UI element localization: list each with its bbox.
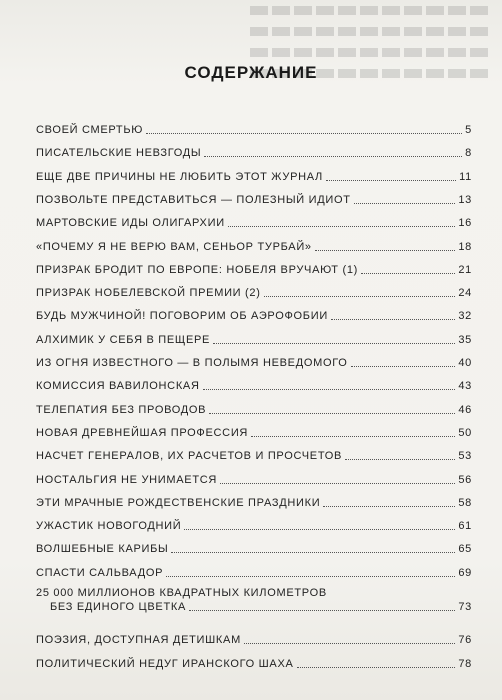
toc-entry (36, 146, 472, 160)
toc-entry-title: ЭТИ МРАЧНЫЕ РОЖДЕСТВЕНСКИЕ ПРАЗДНИКИ (36, 496, 321, 509)
toc-entry-page: 16 (458, 217, 472, 230)
toc-entry-title: МАРТОВСКИЕ ИДЫ ОЛИГАРХИИ (36, 217, 225, 230)
toc-entry-multiline (36, 586, 472, 614)
toc-entry-page: 73 (458, 601, 472, 613)
toc-entry-title: «ПОЧЕМУ Я НЕ ВЕРЮ ВАМ, СЕНЬОР ТУРБАЙ» (36, 240, 312, 253)
toc-entry-title: СПАСТИ САЛЬВАДОР (36, 566, 164, 579)
toc-entry (36, 309, 472, 323)
toc-entry-title: ВОЛШЕБНЫЕ КАРИБЫ (36, 543, 169, 556)
toc-entry-title: НАСЧЕТ ГЕНЕРАЛОВ, ИХ РАСЧЕТОВ И ПРОСЧЕТОВ (36, 450, 343, 463)
toc-entry-page: 56 (458, 473, 472, 486)
toc-entry (36, 403, 472, 417)
toc-entry-page: 53 (458, 450, 472, 463)
toc-entry (36, 519, 472, 533)
dot-leader (203, 389, 456, 390)
dot-leader (213, 343, 455, 344)
toc-entry-title: ПОЛИТИЧЕСКИЙ НЕДУГ ИРАНСКОГО ШАХА (36, 657, 294, 670)
dot-leader (361, 273, 455, 274)
toc-entry-title: СВОЕЙ СМЕРТЬЮ (36, 124, 144, 136)
toc-entry (36, 356, 472, 370)
toc-entry-title: ПОЗВОЛЬТЕ ПРЕДСТАВИТЬСЯ — ПОЛЕЗНЫЙ ИДИОТ (36, 193, 351, 206)
dot-leader (297, 667, 456, 668)
toc-entry (36, 263, 472, 277)
page-title: СОДЕРЖАНИЕ (184, 63, 318, 82)
toc-entry-title: ТЕЛЕПАТИЯ БЕЗ ПРОВОДОВ (36, 403, 207, 416)
toc-entry-page: 13 (458, 193, 472, 206)
dot-leader (244, 643, 455, 644)
toc-entry-page: 76 (458, 634, 472, 646)
dot-leader (171, 552, 455, 553)
dot-leader (166, 576, 455, 577)
toc-entry-page: 40 (458, 357, 472, 369)
toc-entry-title-line1: 25 000 МИЛЛИОНОВ КВАДРАТНЫХ КИЛОМЕТРОВ (36, 587, 327, 599)
toc-entry-title: ПОЭЗИЯ, ДОСТУПНАЯ ДЕТИШКАМ (36, 634, 241, 646)
toc-entry-page: 5 (465, 124, 472, 136)
toc-entry-page: 35 (458, 333, 472, 346)
toc-entry-title: НОСТАЛЬГИЯ НЕ УНИМАЕТСЯ (36, 473, 218, 486)
dot-leader (146, 133, 462, 134)
toc-entry-row (36, 600, 472, 614)
toc-entry-title: УЖАСТИК НОВОГОДНИЙ (36, 520, 182, 533)
toc-entry-page: 8 (465, 147, 472, 160)
toc-entry-page: 50 (458, 426, 472, 439)
toc-entry-title: ПИСАТЕЛЬСКИЕ НЕВЗГОДЫ (36, 147, 202, 160)
toc-entry (36, 542, 472, 556)
dot-leader (204, 156, 462, 157)
toc-entry (36, 193, 472, 207)
toc-entry (36, 449, 472, 463)
toc-entry-title: ПРИЗРАК БРОДИТ ПО ЕВРОПЕ: НОБЕЛЯ ВРУЧАЮТ (1) (36, 263, 359, 276)
toc-entry-title: БУДЬ МУЖЧИНОЙ! ПОГОВОРИМ ОБ АЭРОФОБИИ (36, 310, 328, 323)
dot-leader (354, 203, 456, 204)
dot-leader (351, 366, 456, 367)
dot-leader (184, 529, 455, 530)
toc-entry (36, 123, 472, 137)
toc-entry-page: 58 (458, 496, 472, 509)
toc-entry (36, 496, 472, 510)
toc-entry-title: КОМИССИЯ ВАВИЛОНСКАЯ (36, 380, 200, 393)
toc-entry-page: 18 (458, 240, 472, 253)
dot-leader (228, 226, 456, 227)
dot-leader (345, 459, 455, 460)
toc-entry (36, 426, 472, 440)
dot-leader (326, 180, 456, 181)
toc-entry (36, 473, 472, 487)
toc-entry (36, 333, 472, 347)
toc-entry-title: АЛХИМИК У СЕБЯ В ПЕЩЕРЕ (36, 333, 211, 346)
toc-entry (36, 566, 472, 580)
toc-entry-page: 21 (458, 263, 472, 276)
toc-entry-title-line2: БЕЗ ЕДИНОГО ЦВЕТКА (50, 601, 187, 613)
toc-entry-page: 46 (458, 403, 472, 416)
toc-entry-page: 24 (458, 287, 472, 300)
dot-leader (209, 413, 455, 414)
dot-leader (331, 319, 455, 320)
toc-entry (36, 657, 472, 671)
dot-leader (189, 610, 455, 611)
toc-entry-title: ПРИЗРАК НОБЕЛЕВСКОЙ ПРЕМИИ (2) (36, 287, 261, 300)
toc-entry-page: 61 (458, 520, 472, 533)
dot-leader (315, 250, 456, 251)
dot-leader (323, 506, 455, 507)
dot-leader (220, 483, 455, 484)
toc-entry (36, 286, 472, 300)
toc-entry (36, 240, 472, 254)
toc-entry-page: 32 (458, 310, 472, 323)
toc-entry (36, 379, 472, 393)
dot-leader (264, 296, 456, 297)
toc-entry-page: 11 (459, 170, 472, 183)
toc-entry-title: ИЗ ОГНЯ ИЗВЕСТНОГО — В ПОЛЫМЯ НЕВЕДОМОГО (36, 357, 348, 369)
toc-entry-page: 78 (458, 657, 472, 670)
toc-entry-page: 43 (458, 380, 472, 393)
toc-entry (36, 216, 472, 230)
toc-entry-title: ЕЩЕ ДВЕ ПРИЧИНЫ НЕ ЛЮБИТЬ ЭТОТ ЖУРНАЛ (36, 170, 323, 183)
toc-entry-page: 69 (458, 566, 472, 579)
toc-entry (36, 633, 472, 647)
toc-entry-title: НОВАЯ ДРЕВНЕЙШАЯ ПРОФЕССИЯ (36, 426, 249, 439)
toc-entry (36, 170, 472, 184)
toc-entry-page: 65 (458, 543, 472, 556)
dot-leader (251, 436, 455, 437)
